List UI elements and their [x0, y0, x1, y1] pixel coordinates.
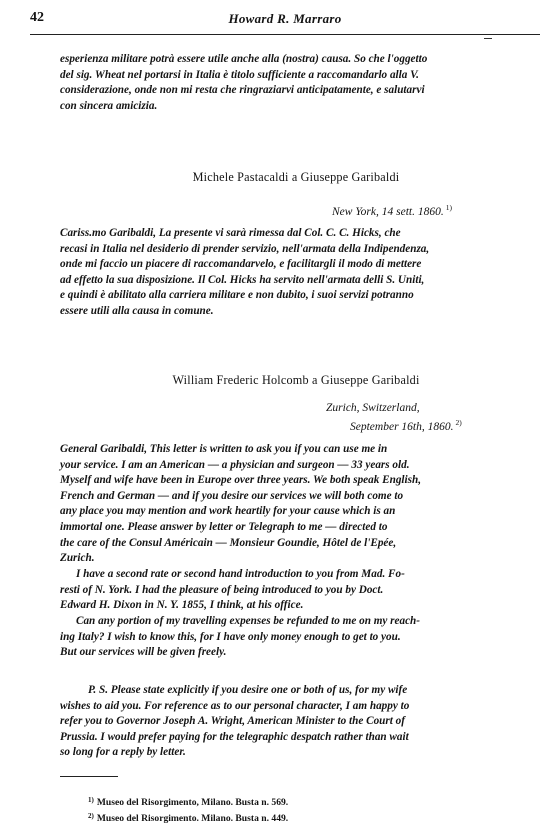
- text-line: French and German — and if you desire our services we will both come to: [60, 489, 404, 502]
- text-line: esperienza militare potrà essere utile anche alla (nostra) causa. So che l'oggetto: [60, 53, 428, 65]
- letter1-date: New York, 14 sett. 1860.: [332, 206, 444, 218]
- text-line: ing Italy? I wish to know this, for I have only money enough to get to you.: [60, 630, 401, 643]
- text-line: Prussia. I would prefer paying for the telegraphic despatch rather than wait: [60, 730, 409, 743]
- text-line: del sig. Wheat nel portarsi in Italia è titolo sufficiente a raccomandarlo alla V.: [60, 68, 419, 81]
- page-header: [30, 10, 540, 32]
- letter1-title: Michele Pastacaldi a Giuseppe Garibaldi: [192, 170, 400, 184]
- text-line: your service. I am an American — a physician and surgeon — 33 years old.: [60, 458, 410, 471]
- text-line: immortal one. Please answer by letter or Telegraph to me — directed to: [60, 520, 388, 533]
- letter2-dateline: [350, 418, 462, 433]
- text-line: Edward H. Dixon in N. Y. 1855, I think, at his office.: [60, 599, 304, 612]
- text-line: Myself and wife have been in Europe over three years. We both speak English,: [60, 474, 421, 487]
- text-line: P. S. Please state explicitly if you desire one or both of us, for my wife: [88, 684, 408, 696]
- letter1-body: [60, 226, 532, 320]
- text-line: refer you to Governor Joseph A. Wright, American Minister to the Court of: [60, 715, 405, 728]
- continuation-paragraph: [60, 52, 532, 114]
- letter1-dateline: [332, 203, 452, 218]
- footnote-ref: 1): [445, 203, 452, 212]
- text-line: essere utili alla causa in comune.: [60, 304, 214, 317]
- text-line: recasi in Italia nel desiderio di prender servizio, nell'armata della Indipendenza,: [60, 242, 430, 255]
- text-line: onde mi faccio un piacere di raccomandarvelo, e facilitargli il modo di mettere: [60, 258, 422, 271]
- footnote-rule: [60, 776, 118, 777]
- running-head: Howard R. Marraro: [228, 11, 342, 26]
- letter2-title: William Frederic Holcomb a Giuseppe Garibaldi: [172, 373, 420, 387]
- letter2-date: September 16th, 1860.: [350, 421, 454, 433]
- footnote-number: 1): [88, 796, 94, 804]
- text-line: Can any portion of my travelling expenses be refunded to me on my reach-: [76, 615, 420, 627]
- letter2-paragraph-1: [60, 442, 532, 567]
- letter2-paragraph-3: [60, 614, 532, 661]
- margin-mark: [484, 38, 492, 39]
- text-line: Cariss.mo Garibaldi, La presente vi sarà rimessa dal Col. C. C. Hicks, che: [60, 227, 401, 239]
- text-line: ad effetto la sua disposizione. Il Col. Hicks ha servito nell'armata delli S. Uniti,: [60, 273, 425, 286]
- footnote-text: Museo del Risorgimento, Milano. Busta n. 569.: [96, 797, 289, 808]
- letter2-place: Zurich, Switzerland,: [326, 402, 420, 414]
- text-line: General Garibaldi, This letter is written to ask you if you can use me in: [60, 443, 388, 455]
- footnote-number: 2): [88, 811, 94, 820]
- footnotes: [88, 794, 288, 825]
- header-rule: [30, 34, 540, 35]
- text-line: e quindi è abilitato alla carriera militare e non dubito, i suoi servizi potranno: [60, 289, 414, 302]
- text-line: considerazione, onde non mi resta che ringraziarvi anticipatamente, e salutarvi: [60, 84, 425, 97]
- letter2-paragraph-2: [60, 567, 532, 614]
- text-line: But our services will be given freely.: [60, 646, 227, 659]
- text-line: any place you may mention and work heartily for your cause which is an: [60, 505, 396, 518]
- text-line: resti of N. York. I had the pleasure of being introduced to you by Doct.: [60, 583, 384, 596]
- page-number: 42: [30, 10, 44, 25]
- text-line: wishes to aid you. For reference as to our personal character, I am happy to: [60, 699, 410, 712]
- footnote: [88, 794, 288, 810]
- text-line: so long for a reply by letter.: [60, 746, 186, 759]
- text-line: I have a second rate or second hand introduction to you from Mad. Fo-: [76, 568, 405, 580]
- footnote-ref: 2): [455, 418, 462, 427]
- footnote: [88, 810, 288, 826]
- text-line: con sincera amicizia.: [60, 99, 158, 112]
- text-line: Zurich.: [60, 552, 95, 565]
- footnote-text: Museo del Risorgimento. Milano. Busta n. 449.: [96, 812, 289, 824]
- text-line: the care of the Consul Américain — Monsieur Goundie, Hôtel de l'Epée,: [60, 536, 397, 549]
- letter2-postscript: [60, 683, 532, 761]
